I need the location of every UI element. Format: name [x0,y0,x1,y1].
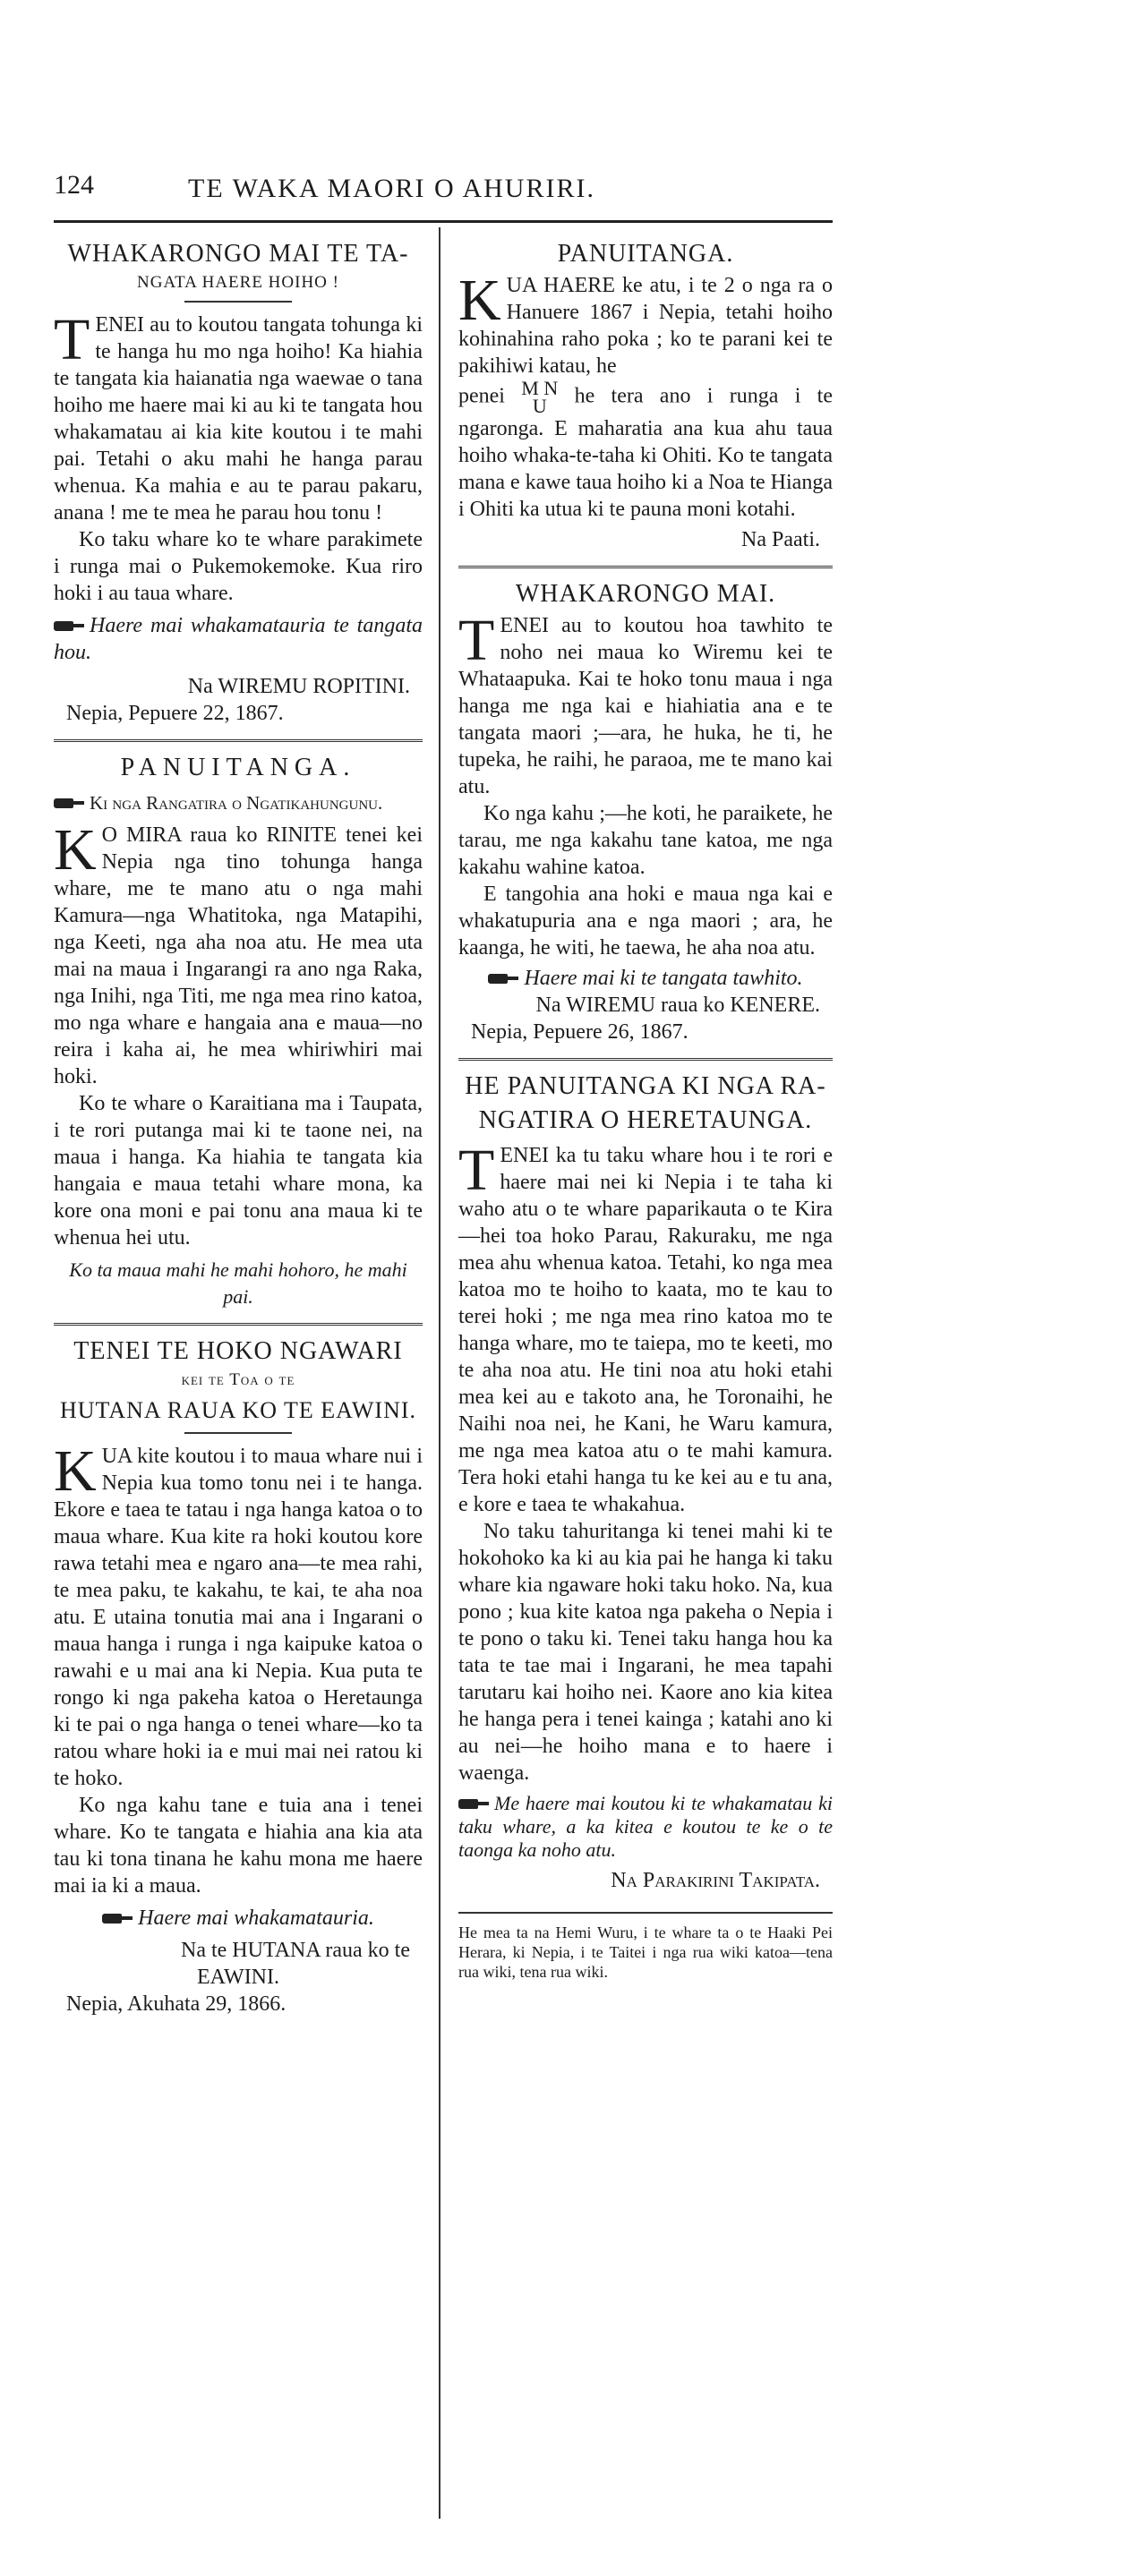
article-title: PANUITANGA. [557,240,734,268]
article-ropitini [54,240,423,727]
article-subtitle: kei te Toa o te [181,1370,295,1389]
drop-cap: K [458,268,501,333]
article-body: TENEI au to koutou tangata tohunga ki te hanga hu mo nga hoiho! Ka hiahia te tangata kia haianatia nga waewae o tana hoiho me haere mai ki au ki te tangata hou whakamatau ai kia kite koutou i te mahi pai. Tetahi o aku mahi he hanga parau whenua. Ka mahia e au te parau pakaru, anana ! me te mea he parau hou tonu ! [54,307,423,525]
printer-imprint: He mea ta na Hemi Wuru, i te whare ta o te Haaki Pei Herara, ki Nepia, i te Taitei i nga rua wiki katoa—tena rua wiki, tena rua wiki. [458,1923,833,1981]
header-rule [54,220,833,223]
running-head [54,170,833,206]
article-title-cont: NGATIRA O HERETAUNGA. [478,1106,813,1134]
signature-cont: EAWINI. [196,1966,280,1989]
signature: Na Paati. [741,528,820,551]
dateline: Nepia, Akuhata 29, 1866. [66,1992,286,2016]
dateline: Nepia, Pepuere 22, 1867. [66,702,284,725]
article-paragraph: Ko taku whare ko te whare parakimete i runga mai o Pukemokemoke. Kua riro hoki i au taua whare. [54,528,423,605]
article-stray-horse [458,240,833,553]
footer-rule [458,1912,833,1914]
pointing-hand-icon [488,970,518,986]
section-separator [458,566,833,571]
article-paragraph: Ko nga kahu tane e tuia ana i tenei whare. Ko te tangata e hiahia ana kia ata tau ki tona tinana he kahu mona me haere mai ia ki a maua. [54,1794,423,1898]
article-note: Me haere mai koutou ki te whakamatau ki taku whare, a ka kitea e koutou te ke o te taonga ka noho atu. [458,1792,833,1861]
article-title: WHAKARONGO MAI. [515,580,776,608]
drop-cap: K [54,1438,97,1504]
article-note: Haere mai whakamatauria te tangata hou. [54,614,423,664]
article-paragraph: Ko nga kahu ;—he koti, he paraikete, he tarau, me nga kakahu tane katoa, me nga kakahu wahine katoa. [458,802,833,879]
right-column [458,235,833,1982]
left-column [54,235,423,2017]
signature: Na Parakirini Takipata. [611,1869,820,1892]
signature: Na WIREMU ROPITINI. [187,675,410,698]
drop-cap: T [458,608,495,673]
section-separator [54,1323,423,1328]
drop-cap: T [54,307,90,372]
pointing-hand-icon [54,618,84,634]
article-mira-rinite [54,754,423,1310]
article-body: TENEI au to koutou hoa tawhito te noho nei maua ko Wiremu kei te Whataapuka. Kai te hoko tonu maua i nga hanga me nga kai e hiahiatia ana e te tangata maori ;—ara, he huka, he ti, he tupeka, he raihi, he paraoa, me te mano kai atu. [458,608,833,798]
article-title: PANUITANGA. [120,754,356,781]
article-body: KUA kite koutou i to maua whare nui i Nepia kua tomo tonu nei i te hanga. Ekore e taea te tatau i nga hanga katoa o to maua whare. Kua kite ra hoki koutou kore rawa tetahi mea e ngaro ana—te mea rahi, te mea paku, te kakahu, te kai, te aha noa atu. E utaina tonutia mai ana i Ingarani o maua hanga i runga i nga kaipuke katoa o rawahi e u mai ana ki Nepia. Kua puta te rongo ki nga pakeha katoa o Heretaunga ki te pai o nga hanga o tenei whare—ko ta ratou whare hoki ia e mui mai nei ratou ki te hoko. [54,1438,423,1790]
article-body: K O MIRA raua ko RINITE tenei kei Nepia nga tino tohunga hanga whare, me te mano atu o nga mahi Kamura—nga Whatitoka, nga Matapihi, nga Keeti, nga aha noa atu. He mea uta mai na maua i Ingarangi ra ano nga Raka, nga Inihi, nga Titi, me nga mea rino katoa, mo nga whare e hangaia ana e maua—no reira i kaha ai, he mea whiriwhiri mai hoki. [54,817,423,1088]
article-title: HE PANUITANGA KI NGA RA- [465,1072,826,1100]
column-divider [439,227,440,2519]
pointing-hand-icon [458,1796,489,1812]
brand-mark-line: penei M N U he tera ano i runga i te ngarongа. E maharatia ana kua ahu taua hoiho whaka-te-taha ki Ohiti. Ko te tangata mana e kawe taua hoiho ki a Noa te Hianga i Ohiti ka utua ki te pauna moni kotahi. [458,377,833,521]
article-paragraph: E tangohia ana hoki e maua nga kai e whakatupuria ana e nga maori ; ara, he kaanga, he witi, he taewa, he aha noa atu. [458,883,833,960]
drop-cap: K [54,817,97,883]
signature: Na te HUTANA raua ko te [181,1939,410,1962]
article-paragraph: No taku tahuritanga ki tenei mahi ki te hokohoko ka ki au kia pai he hanga ki taku whare kia ngaware hoki taku hoko. Na, kua pono ; kua kite katoa nga pakeha o Nepia i te pono o taku ki. Tenei taku hanga hou ka tata te tae mai i Ingarani, he mea tapahi tarutaru kai hoiho nei. Kaore ano kia kitea he hanga pera i tenei kainga ; katahi ano ki au nei—he hoiho mana e to haere i waenga. [458,1520,833,1785]
section-separator [458,1058,833,1063]
short-rule [184,1432,292,1434]
section-separator [54,739,423,745]
article-title-cont: HUTANA RAUA KO TE EAWINI. [59,1397,417,1423]
article-note: Haere mai whakamatauria. [54,1905,423,1932]
article-hutana-eawini [54,1337,423,2017]
dateline: Nepia, Pepuere 26, 1867. [471,1020,688,1044]
article-subtitle: Ki nga Rangatira o Ngatikahungunu. [54,791,423,815]
signature: Na WIREMU raua ko KENERE. [535,994,820,1017]
drop-cap: T [458,1138,495,1203]
article-body: KUA HAERE ke atu, i te 2 o nga ra o Hanuere 1867 i Nepia, tetahi hoiho kohinahina raho poka ; ko te parani kei te pakihiwi katau, he [458,268,833,378]
page-number: 124 [54,170,94,200]
article-paragraph: Ko te whare o Karaitiana ma i Taupata, i te rori putanga mai ki te taone nei, na maua i hanga. Ka hiahia te tangata kia hangaia e maua tetahi whare mona, ka kore ona moni e pai tonu ana maua ki te whenua hei utu. [54,1092,423,1250]
article-title-cont: NGATA HAERE HOIHO ! [137,273,339,292]
article-whakarongo-mai [458,580,833,1045]
brand-mark: M N U [521,377,559,417]
article-body: TENEI ka tu taku whare hou i te rori e haere mai nei ki Nepia i te taha ki waho atu o te whare paparikauta o te Kira—hei toa hoko Parau, Rakuraku, me nga mea ahu whenua katoa. Tetahi, ko nga mea katoa mo te hoiho to kaata, mo te kau to terei hoki ; me nga mea rino katoa mo te hanga whare, mo te taiepa, mo te keeti, mo te aha noa atu. He tini noa atu hoki etahi mea kei au e takoto ana, he Toronaihi, he Naihi noa nei, he Kani, he Waru kamura, me nga mea katoa atu o te mahi kamura. Tera hoki etahi hanga tu ke kei au e tu ana, e kore e taea te whakahua. [458,1138,833,1516]
article-note: Ko ta maua mahi he mahi hohoro, he mahi pai. [69,1258,407,1308]
pointing-hand-icon [54,795,84,811]
pointing-hand-icon [102,1910,133,1926]
newspaper-title: TE WAKA MAORI O AHURIRI. [188,174,595,203]
short-rule [184,301,292,303]
article-title: TENEI TE HOKO NGAWARI [73,1337,403,1365]
article-takipata [458,1072,833,1894]
article-note: Haere mai ki te tangata tawhito. [458,965,833,992]
article-title: WHAKARONGO MAI TE TA- [67,240,409,268]
